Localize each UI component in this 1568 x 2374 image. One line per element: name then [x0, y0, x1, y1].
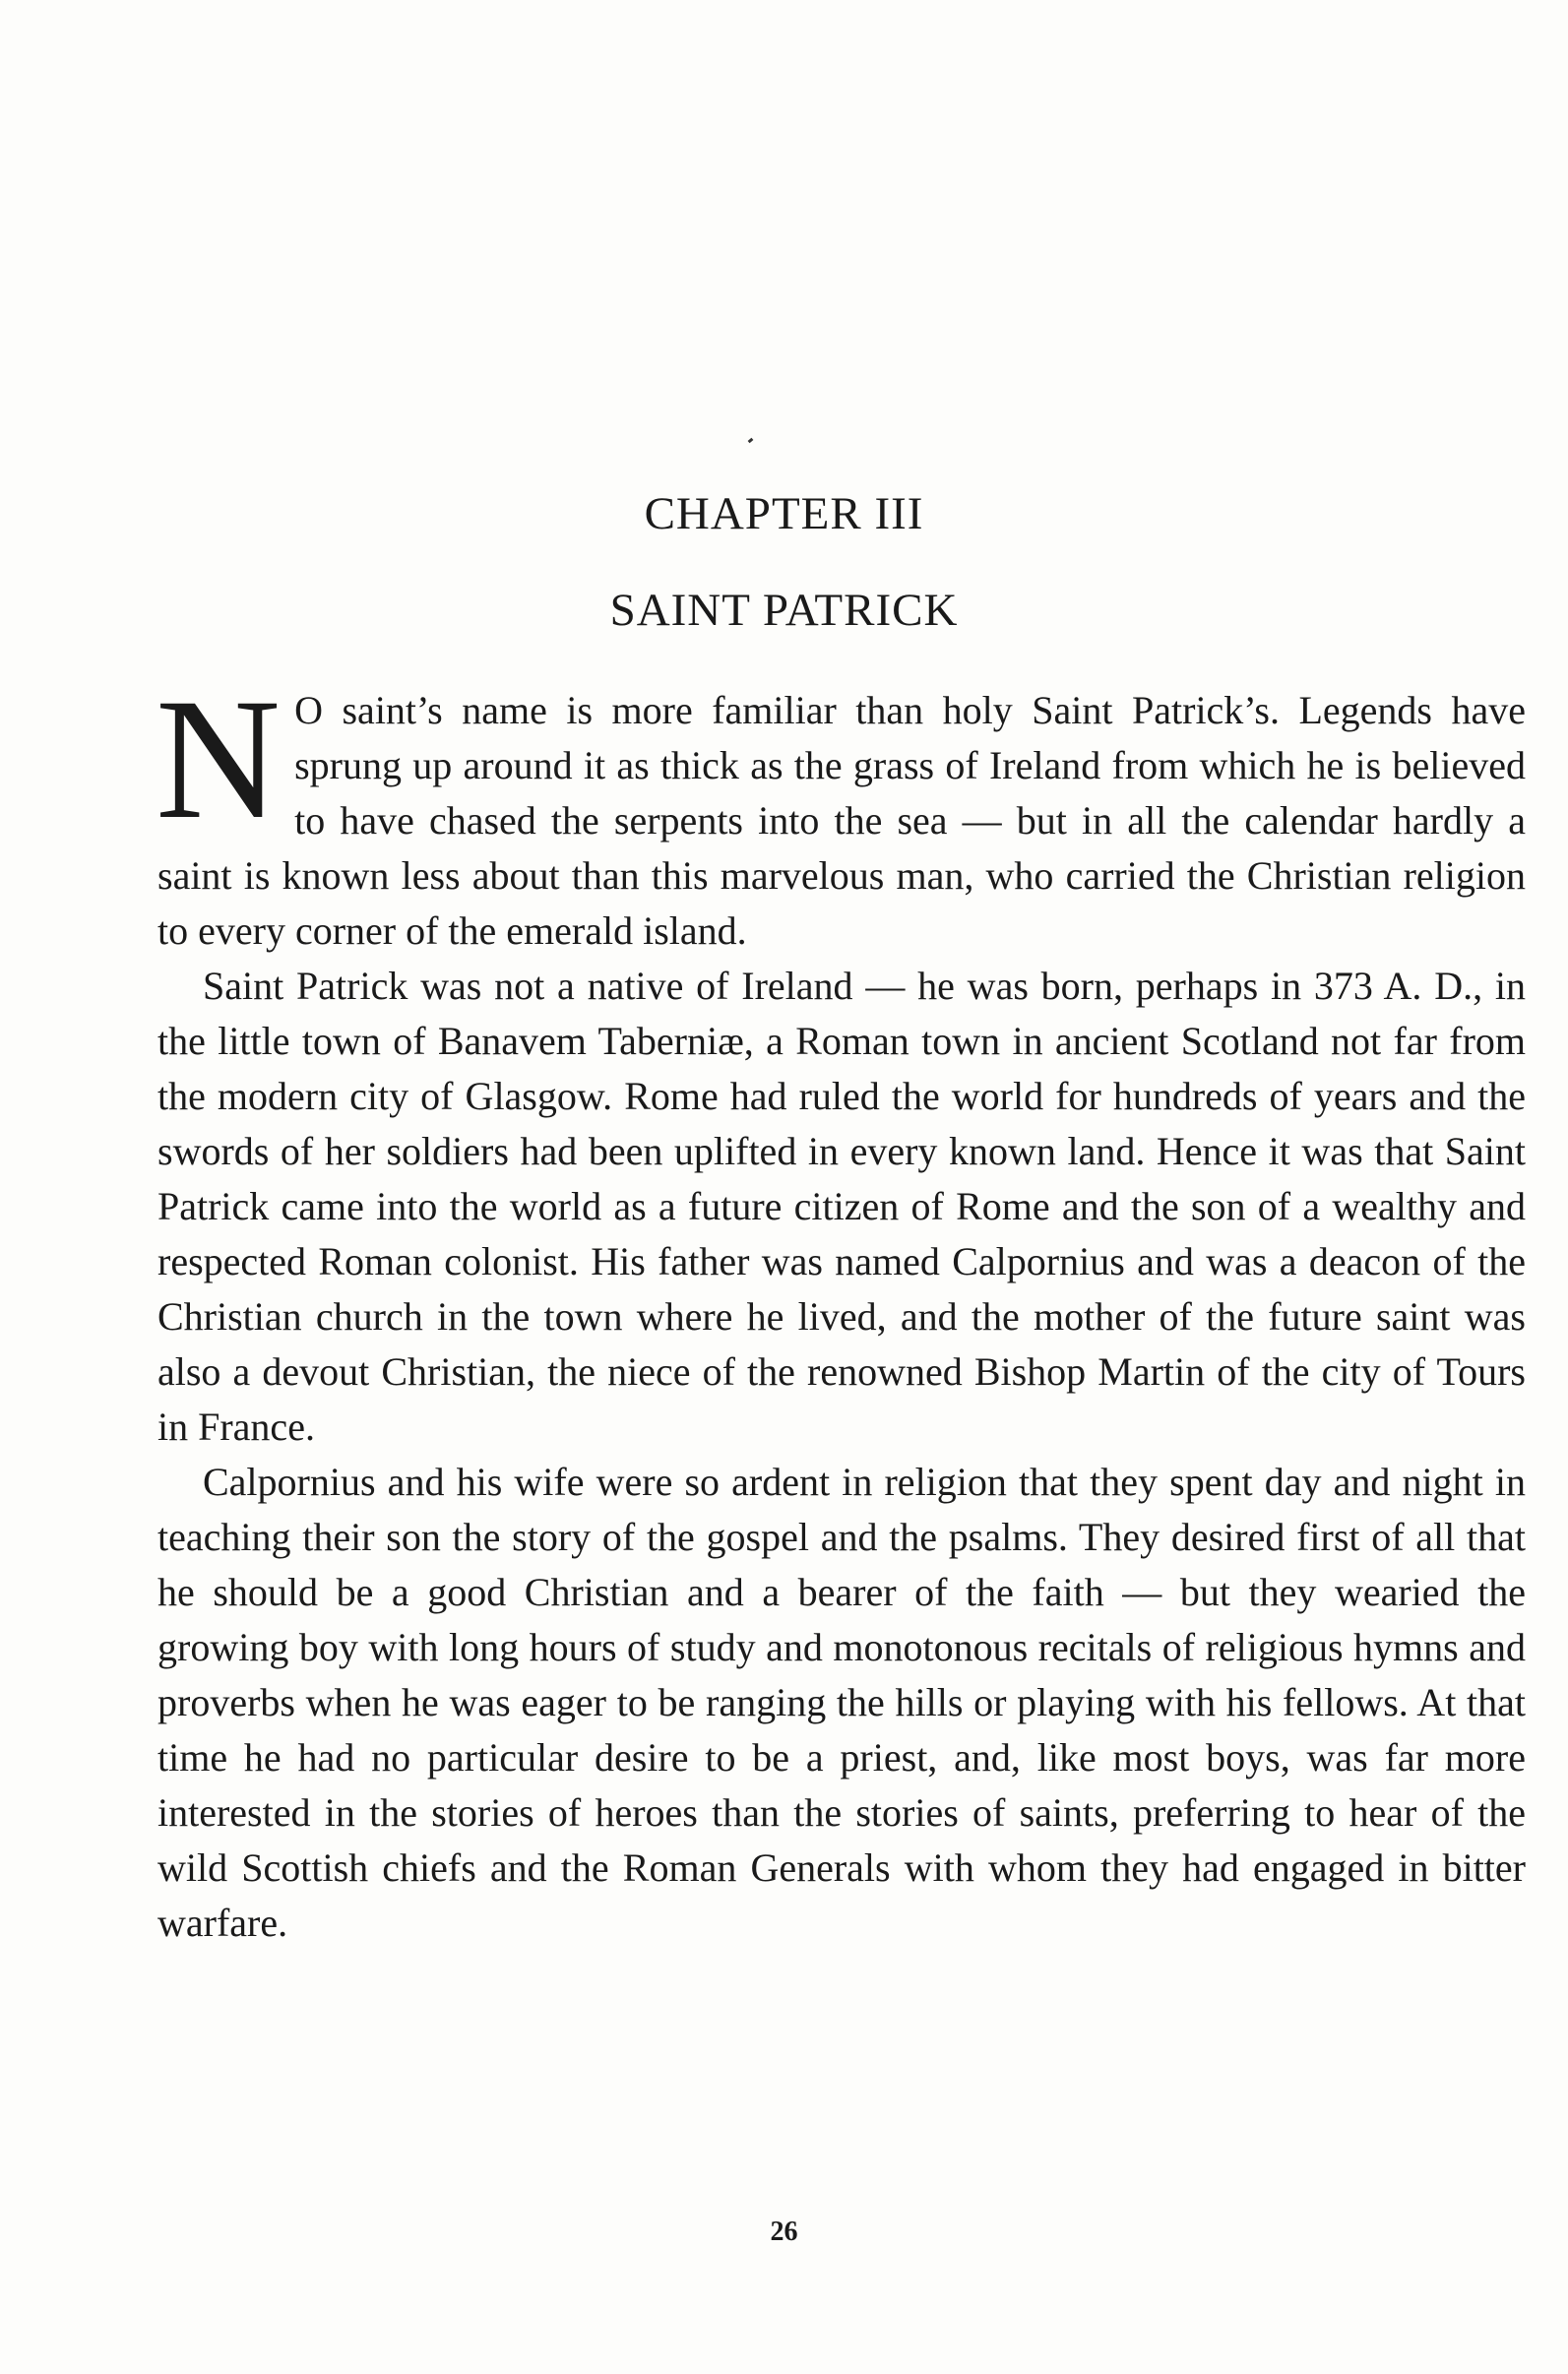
chapter-title: SAINT PATRICK: [609, 585, 959, 636]
paragraph-1: [156, 663, 1526, 959]
chapter-number: CHAPTER III: [644, 488, 924, 539]
paragraph-3: Calpornius and his wife were so ardent in religion that they spent day and night in teaching their son the story of the gospel and the psalms. They desired first of all that he should be a good Christian and a bearer of the faith — but they wearied the growing boy with long hours of study and monotonous recitals of religious hymns and proverbs when he was eager to be ranging the hills or playing with his fellows. At that time he had no particular desire to be a priest, and, like most boys, was far more interested in the stories of heroes than the stories of saints, preferring to hear of the wild Scottish chiefs and the Roman Generals with whom they had engaged in bitter warfare.: [157, 1460, 1526, 1945]
drop-cap-initial: N: [156, 663, 282, 855]
chapter-body: [156, 663, 1526, 1951]
ink-speck: [748, 438, 754, 444]
page-number: 26: [770, 2217, 798, 2247]
paragraph-2: Saint Patrick was not a native of Ireland — he was born, perhaps in 373 A. D., in the little town of Banavem Taberniæ, a Roman town in ancient Scotland not far from the modern city of Glasgow. Rome had ruled the world for hundreds of years and the swords of her soldiers had been uplifted in every known land. Hence it was that Saint Patrick came into the world as a future citizen of Rome and the son of a wealthy and respected Roman colonist. His father was named Calpornius and was a deacon of the Christian church in the town where he lived, and the mother of the future saint was also a devout Christian, the niece of the renowned Bishop Martin of the city of Tours in France.: [157, 964, 1526, 1449]
paragraph-1-text: O saint’s name is more familiar than holy Saint Patrick’s. Legends have sprung up around it as thick as the grass of Ireland from which he is believed to have chased the serpents into the sea — but in all the calendar hardly a saint is known less about than this marvelous man, who carried the Christian religion to every corner of the emerald island.: [157, 688, 1526, 953]
